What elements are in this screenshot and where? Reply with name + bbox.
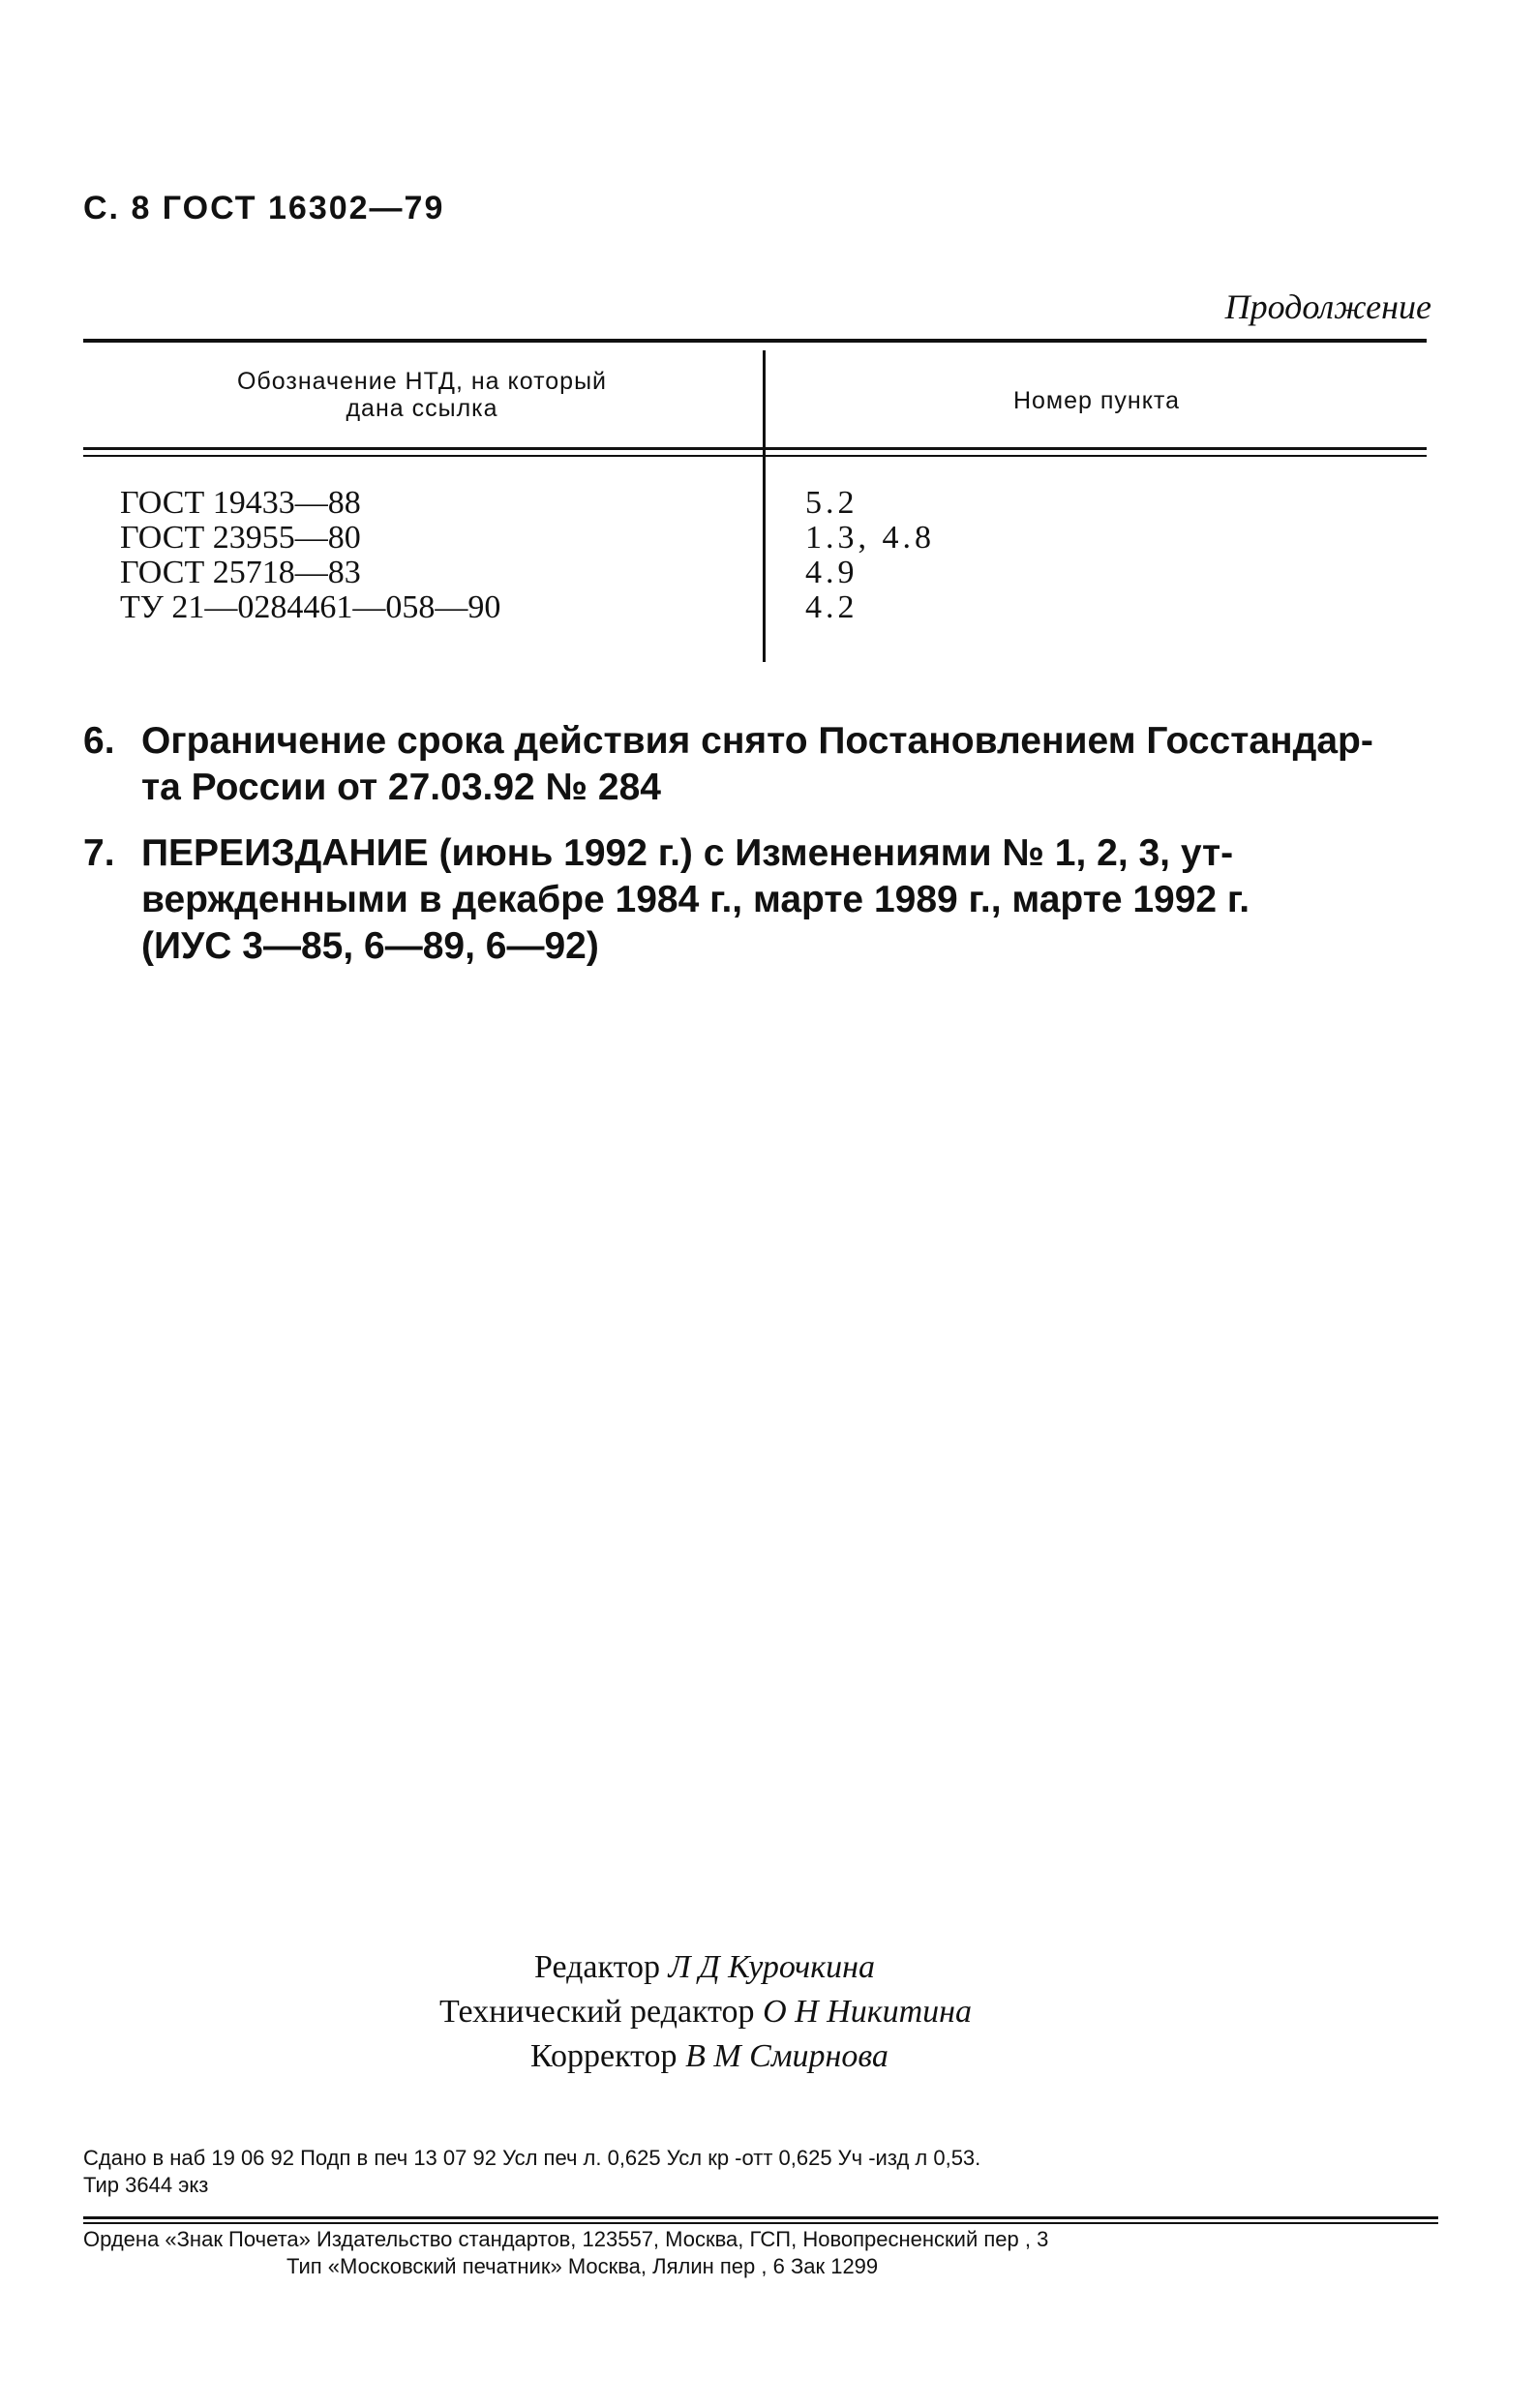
table-row bbox=[83, 590, 1427, 625]
table-cell-document: ГОСТ 23955—80 bbox=[120, 520, 361, 556]
table-cell-clause: 4.9 bbox=[805, 555, 858, 590]
note-body bbox=[141, 830, 1438, 970]
imprint-rule-double bbox=[83, 2222, 1438, 2224]
publisher-line: Ордена «Знак Почета» Издательство стандартов, 123557, Москва, ГСП, Новопресненский пер , 3 bbox=[83, 2227, 1049, 2251]
note-number: 6. bbox=[83, 720, 115, 762]
table-cell-document: ГОСТ 19433—88 bbox=[120, 485, 361, 521]
note-6 bbox=[83, 718, 1438, 811]
credit-role: Корректор bbox=[530, 2038, 678, 2074]
credit-name: В М Смирнова bbox=[685, 2038, 888, 2074]
table-top-rule bbox=[83, 339, 1427, 343]
note-line: Ограничение срока действия снято Постановлением Госстандар- bbox=[141, 720, 1373, 762]
note-line: (ИУС 3—85, 6—89, 6—92) bbox=[141, 925, 599, 967]
note-line: вержденными в декабре 1984 г., марте 1989 г., марте 1992 г. bbox=[141, 879, 1250, 920]
note-line: ПЕРЕИЗДАНИЕ (июнь 1992 г.) с Изменениями № 1, 2, 3, ут- bbox=[141, 832, 1234, 874]
note-number: 7. bbox=[83, 832, 115, 874]
imprint-rule bbox=[83, 2216, 1438, 2219]
credit-name: Л Д Курочкина bbox=[668, 1949, 876, 1985]
table-cell-clause: 1.3, 4.8 bbox=[805, 520, 935, 556]
note-line: та России от 27.03.92 № 284 bbox=[141, 767, 661, 808]
table-header-rule bbox=[83, 447, 1427, 450]
credit-proofreader bbox=[530, 2034, 888, 2079]
table-cell-clause: 5.2 bbox=[805, 485, 858, 521]
note-body bbox=[141, 718, 1438, 811]
table-header-document-line1: Обозначение НТД, на который bbox=[236, 368, 608, 395]
table-row bbox=[83, 556, 1427, 590]
table-header-document-line2: дана ссылка bbox=[346, 395, 498, 422]
credit-name: О Н Никитина bbox=[763, 1994, 973, 2030]
page-header: С. 8 ГОСТ 16302—79 bbox=[83, 190, 445, 226]
table-cell-document: ГОСТ 25718—83 bbox=[120, 555, 361, 590]
credit-editor bbox=[534, 1945, 875, 1990]
table-row bbox=[83, 521, 1427, 556]
table-header-document bbox=[83, 368, 761, 422]
print-imprint bbox=[83, 2145, 1438, 2199]
table-row bbox=[83, 486, 1427, 521]
imprint-line: Сдано в наб 19 06 92 Подп в печ 13 07 92 Усл печ л. 0,625 Усл кр -отт 0,625 Уч -изд л 0,53. bbox=[83, 2146, 981, 2170]
continuation-label: Продолжение bbox=[1224, 287, 1431, 326]
table-header-rule-double bbox=[83, 455, 1427, 457]
credit-role: Технический редактор bbox=[439, 1994, 755, 2030]
table-cell-clause: 4.2 bbox=[805, 589, 858, 625]
publisher-line: Тип «Московский печатник» Москва, Лялин пер , 6 Зак 1299 bbox=[286, 2254, 879, 2278]
credit-technical-editor bbox=[439, 1990, 972, 2034]
credit-role: Редактор bbox=[534, 1949, 660, 1985]
publisher-info bbox=[83, 2226, 1438, 2280]
imprint-line: Тир 3644 экз bbox=[83, 2173, 209, 2197]
note-7 bbox=[83, 830, 1438, 970]
table-cell-document: ТУ 21—0284461—058—90 bbox=[120, 589, 501, 625]
table-body bbox=[83, 486, 1427, 625]
table-header-clause: Номер пункта bbox=[1012, 387, 1181, 414]
